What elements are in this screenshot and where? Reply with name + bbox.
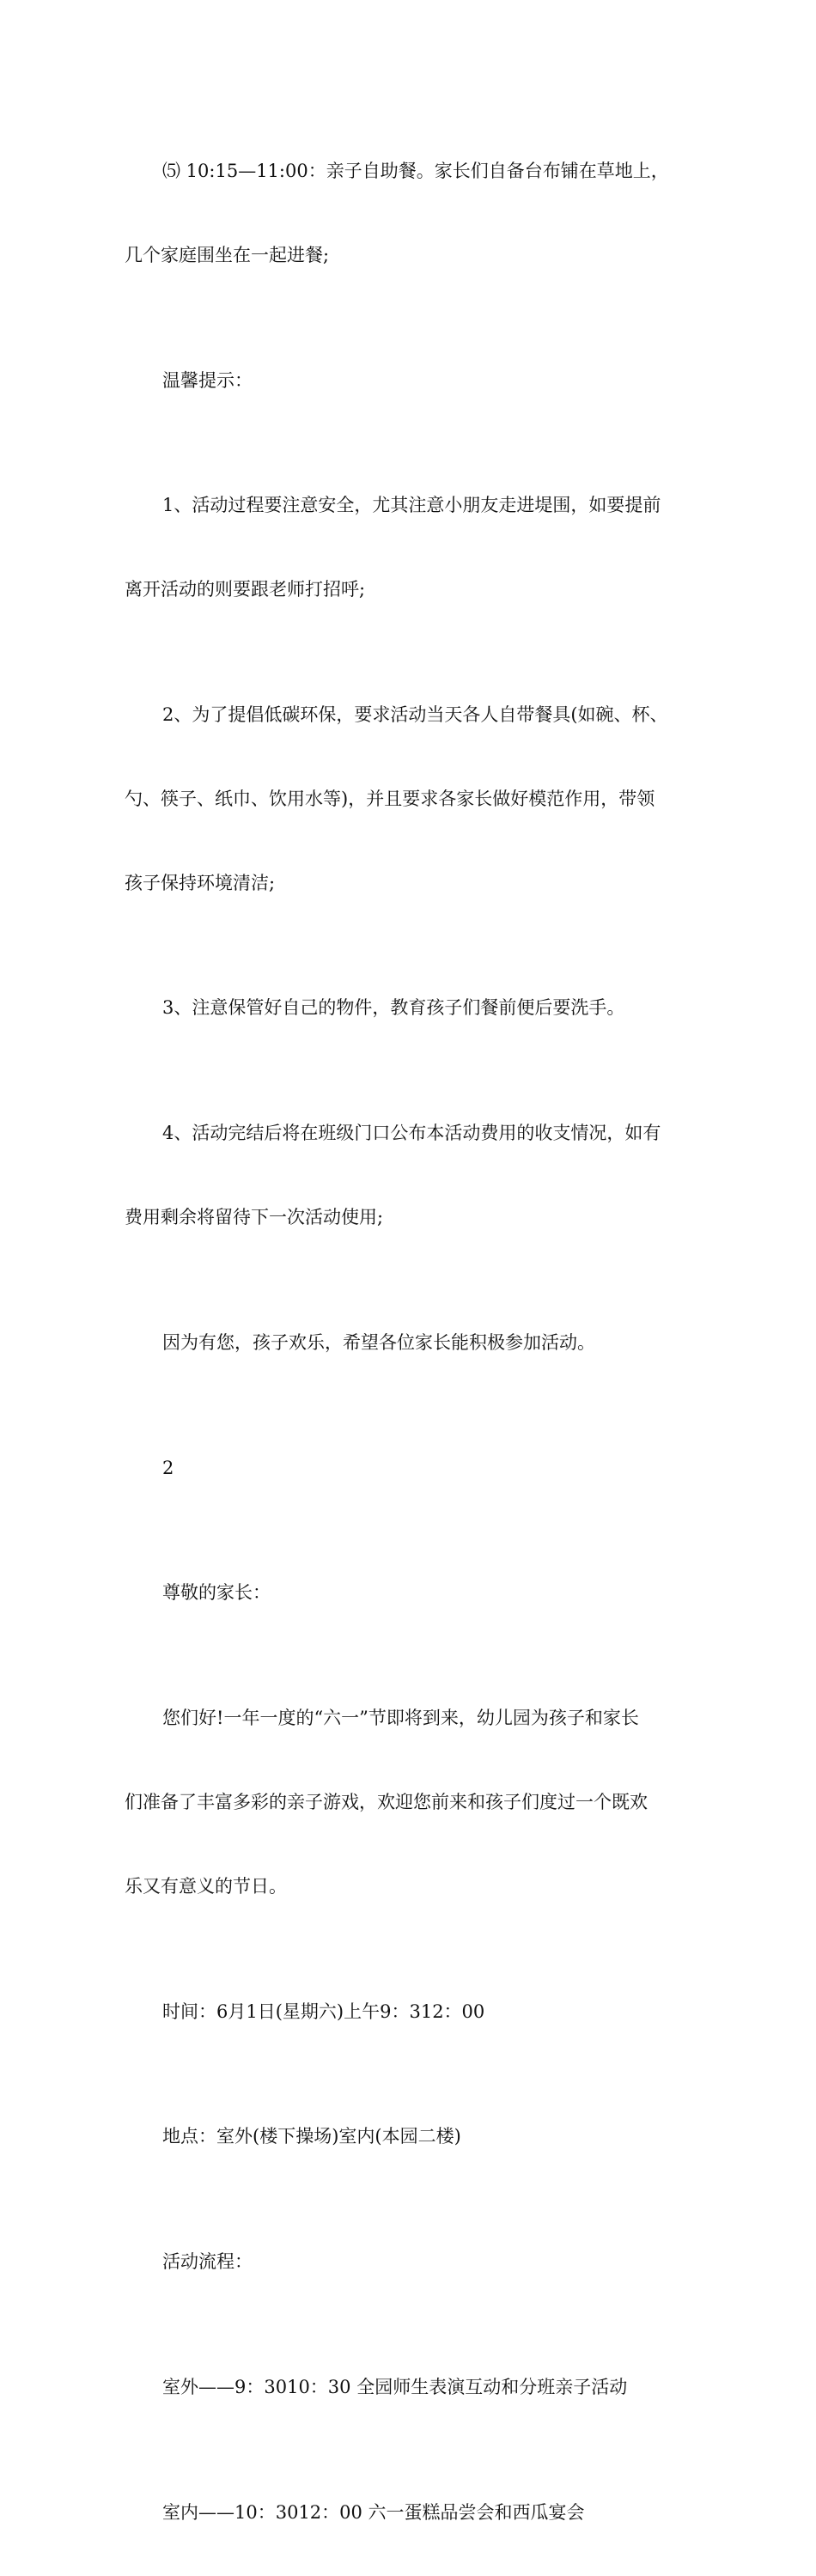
- text-line: 因为有您，孩子欢乐，希望各位家长能积极参加活动。: [162, 1331, 595, 1353]
- document-body: [125, 109, 700, 2576]
- paragraph-tips-heading: [125, 319, 700, 444]
- paragraph-invitation: [125, 1656, 700, 1949]
- text-line: 1、活动过程要注意安全，尤其注意小朋友走进堤围，如要提前: [162, 495, 661, 516]
- text-line: 2、为了提倡低碳环保，要求活动当天各人自带餐具(如碗、杯、: [162, 703, 668, 725]
- paragraph-tip-1: [125, 443, 700, 653]
- text-line: 乐又有意义的节日。: [125, 1875, 287, 1897]
- paragraph-salutation: [125, 1531, 700, 1656]
- paragraph-closing: [125, 1281, 700, 1406]
- text-line: 时间：6月1日(星期六)上午9：312：00: [162, 2001, 485, 2022]
- text-line: ⑸ 10:15—11:00：亲子自助餐。家长们自备台布铺在草地上，: [162, 161, 669, 181]
- text-line: 室内——10：3012：00 六一蛋糕品尝会和西瓜宴会: [162, 2501, 585, 2523]
- paragraph-time: [125, 1950, 700, 2075]
- paragraph-schedule-outdoor: [125, 2325, 700, 2451]
- text-line: 室外——9：3010：30 全园师生表演互动和分班亲子活动: [162, 2376, 628, 2397]
- paragraph-schedule-heading: [125, 2200, 700, 2325]
- text-line: 您们好!一年一度的“六一”节即将到来，幼儿园为孩子和家长: [162, 1708, 639, 1729]
- paragraph-location: [125, 2074, 700, 2200]
- text-line: 4、活动完结后将在班级门口公布本活动费用的收支情况，如有: [162, 1123, 661, 1144]
- section-number: [125, 1406, 700, 1532]
- paragraph-tip-3: [125, 946, 700, 1071]
- text-line: 3、注意保管好自己的物件，教育孩子们餐前便后要洗手。: [162, 997, 625, 1019]
- text-line: 离开活动的则要跟老师打招呼;: [125, 579, 366, 600]
- text-line: 孩子保持环境清洁;: [125, 872, 276, 893]
- text-line: 活动流程：: [162, 2251, 253, 2273]
- text-line: 地点：室外(楼下操场)室内(本园二楼): [162, 2126, 461, 2147]
- text-line: 2: [162, 1457, 174, 1478]
- paragraph-schedule-indoor: [125, 2451, 700, 2576]
- text-line: 费用剩余将留待下一次活动使用;: [125, 1206, 384, 1227]
- text-line: 几个家庭围坐在一起进餐;: [125, 244, 330, 265]
- text-line: 尊敬的家长：: [162, 1582, 271, 1604]
- text-line: 们准备了丰富多彩的亲子游戏，欢迎您前来和孩子们度过一个既欢: [125, 1791, 648, 1812]
- text-line: 温馨提示：: [162, 369, 253, 391]
- paragraph-tip-2: [125, 653, 700, 946]
- text-line: 勺、筷子、纸巾、饮用水等)，并且要求各家长做好模范作用，带领: [125, 788, 655, 809]
- paragraph-tip-4: [125, 1071, 700, 1281]
- paragraph-buffet: [125, 109, 700, 319]
